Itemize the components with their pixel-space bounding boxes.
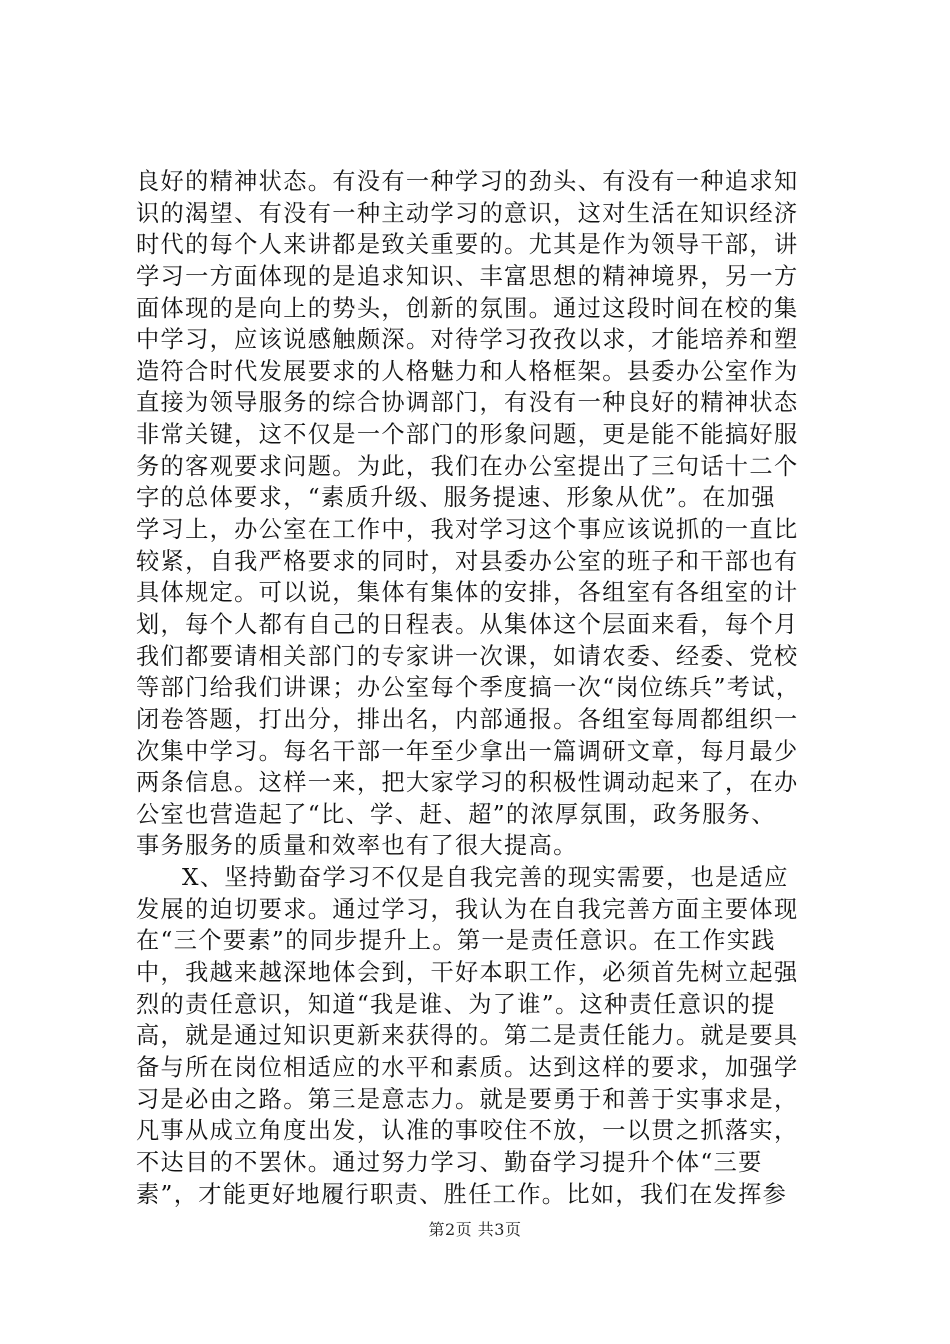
text-line: 识的渴望、有没有一种主动学习的意识，这对生活在知识经济 <box>136 199 799 227</box>
text-line: 划，每个人都有自己的日程表。从集体这个层面来看，每个月 <box>136 610 799 638</box>
text-line: 我们都要请相关部门的专家讲一次课，如请农委、经委、党校 <box>136 642 799 670</box>
text-line: 高，就是通过知识更新来获得的。第二是责任能力。就是要具 <box>136 1022 799 1050</box>
text-line: 次集中学习。每名干部一年至少拿出一篇调研文章，每月最少 <box>136 737 799 765</box>
text-line: 发展的迫切要求。通过学习，我认为在自我完善方面主要体现 <box>136 895 799 923</box>
text-line: 在“三个要素”的同步提升上。第一是责任意识。在工作实践 <box>136 927 776 955</box>
text-line: 具体规定。可以说，集体有集体的安排，各组室有各组室的计 <box>136 579 799 607</box>
text-line: 习是必由之路。第三是意志力。就是要勇于和善于实事求是， <box>136 1085 799 1113</box>
text-line: 闭卷答题，打出分，排出名，内部通报。各组室每周都组织一 <box>136 705 799 733</box>
text-line: 中学习，应该说感触颇深。对待学习孜孜以求，才能培养和塑 <box>136 326 799 354</box>
paragraph-start-line: X、坚持勤奋学习不仅是自我完善的现实需要，也是适应 <box>182 864 789 892</box>
text-line: 素”，才能更好地履行职责、胜任工作。比如，我们在发挥参 <box>136 1180 788 1208</box>
text-line: 造符合时代发展要求的人格魅力和人格框架。县委办公室作为 <box>136 357 799 385</box>
text-line: 非常关键，这不仅是一个部门的形象问题，更是能不能搞好服 <box>136 421 799 449</box>
text-line: 较紧，自我严格要求的同时，对县委办公室的班子和干部也有 <box>136 547 799 575</box>
text-line: 两条信息。这样一来，把大家学习的积极性调动起来了，在办 <box>136 769 799 797</box>
text-line: 时代的每个人来讲都是致关重要的。尤其是作为领导干部，讲 <box>136 231 799 259</box>
text-line: 良好的精神状态。有没有一种学习的劲头、有没有一种追求知 <box>136 168 799 195</box>
text-line: 面体现的是向上的势头，创新的氛围。通过这段时间在校的集 <box>136 294 799 322</box>
text-line: 学习上，办公室在工作中，我对学习这个事应该说抓的一直比 <box>136 516 799 544</box>
text-line: 烈的责任意识，知道“我是谁、为了谁”。这种责任意识的提 <box>136 990 776 1018</box>
text-line: 字的总体要求，“素质升级、服务提速、形象从优”。在加强 <box>136 484 776 512</box>
document-body <box>136 166 852 1210</box>
text-line: 凡事从成立角度出发，认准的事咬住不放，一以贯之抓落实， <box>136 1117 799 1145</box>
text-line: 直接为领导服务的综合协调部门，有没有一种良好的精神状态 <box>136 389 799 417</box>
text-line: 中，我越来越深地体会到，干好本职工作，必须首先树立起强 <box>136 959 799 987</box>
page-number-footer: 第2页 共3页 <box>428 1220 522 1239</box>
text-line: 务的客观要求问题。为此，我们在办公室提出了三句话十二个 <box>136 452 799 480</box>
text-line: 不达目的不罢休。通过努力学习、勤奋学习提升个体“三要 <box>136 1148 763 1176</box>
text-line: 等部门给我们讲课；办公室每个季度搞一次“岗位练兵”考试， <box>136 674 801 702</box>
text-line: 学习一方面体现的是追求知识、丰富思想的精神境界，另一方 <box>136 262 799 290</box>
text-line: 事务服务的质量和效率也有了很大提高。 <box>136 832 578 860</box>
text-line: 备与所在岗位相适应的水平和素质。达到这样的要求，加强学 <box>136 1053 799 1081</box>
text-line: 公室也营造起了“比、学、赶、超”的浓厚氛围，政务服务、 <box>136 800 776 828</box>
